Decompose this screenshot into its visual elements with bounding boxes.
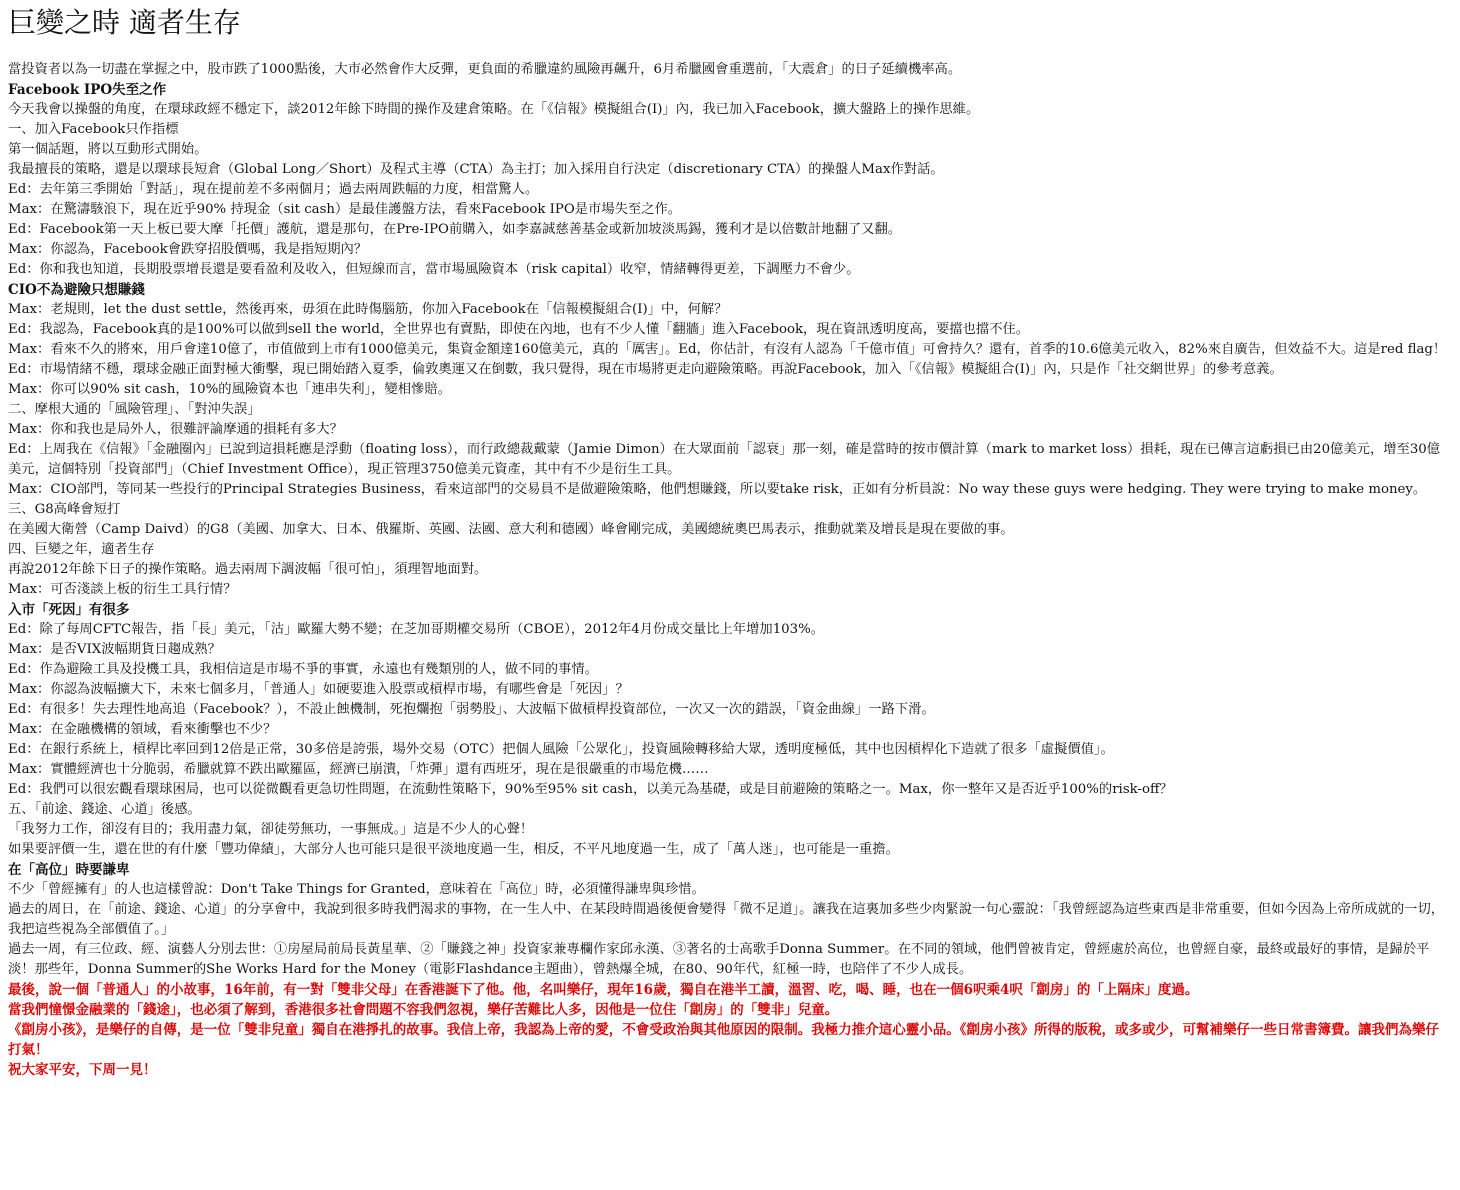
paragraph: Max：你認為波幅擴大下，未來七個多月，「普通人」如硬要進入股票或槓桿市場，有哪些會是「死因」？ bbox=[8, 682, 629, 697]
paragraph: 一、加入Facebook只作指標 bbox=[8, 122, 179, 137]
paragraph: 五、「前途、錢途、心道」後感。 bbox=[8, 802, 201, 817]
article-title: 巨變之時 適者生存 bbox=[8, 6, 241, 39]
paragraph: 過去一周，有三位政、經、演藝人分別去世：①房屋局前局長黃星華、②「賺錢之神」投資家兼專欄作家邱永漢、③著名的士高歌手Donna Summer。在不同的領域，他們曾被肯定，曾經處於高位，也曾經自豪，最終或最好的事情，是歸於平淡！那些年，Donna Summer的She Works Hard for the Money（電影Flashdance主題曲），曾熱爆全城，在80、90年代，紅極一時，也陪伴了不少人成長。 bbox=[8, 942, 1430, 977]
paragraph: 不少「曾經擁有」的人也這樣曾說：Don't Take Things for Granted，意味着在「高位」時，必須懂得謙卑與珍惜。 bbox=[8, 882, 705, 897]
paragraph: 四、巨變之年，適者生存 bbox=[8, 542, 155, 557]
paragraph: Max：CIO部門，等同某一些投行的Principal Strategies Business，看來這部門的交易員不是做避險策略，他們想賺錢，所以要take risk，正如有分析員說：No way these guys were hedging. They were trying to make money。 bbox=[8, 482, 1427, 497]
paragraph: Max：你和我也是局外人，很難評論摩通的損耗有多大？ bbox=[8, 422, 343, 437]
paragraph: 我最擅長的策略，還是以環球長短倉（Global Long／Short）及程式主導（CTA）為主打；加入採用自行決定（discretionary CTA）的操盤人Max作對話。 bbox=[8, 162, 944, 177]
paragraph: Max：在金融機構的領域，看來衝擊也不少？ bbox=[8, 722, 277, 737]
paragraph: Max：老規則，let the dust settle，然後再來，毋須在此時傷腦筋，你加入Facebook在「信報模擬組合(I)」中，何解？ bbox=[8, 302, 728, 317]
paragraph: Ed：我們可以很宏觀看環球困局，也可以從微觀看更急切性問題，在流動性策略下，90%至95% sit cash，以美元為基礎，或是目前避險的策略之一。Max，你一整年又是否近乎100%的risk-off？ bbox=[8, 782, 1173, 797]
paragraph: 再說2012年餘下日子的操作策略。過去兩周下調波幅「很可怕」，須理智地面對。 bbox=[8, 562, 488, 577]
highlighted-paragraph: 祝大家平安，下周一見！ bbox=[8, 1062, 157, 1078]
paragraph: Ed：你和我也知道，長期股票增長還是要看盈利及收入，但短線而言，當市場風險資本（risk capital）收窄，情緒轉得更差，下調壓力不會少。 bbox=[8, 262, 860, 277]
paragraph: Max：可否淺談上板的衍生工具行情？ bbox=[8, 582, 237, 597]
section-heading: 在「高位」時要謙卑 bbox=[8, 862, 130, 878]
paragraph: Max：你可以90% sit cash，10%的風險資本也「連串失利」，變相慘賠。 bbox=[8, 382, 451, 397]
paragraph: Ed：Facebook第一天上板已要大摩「托價」護航，還是那句，在Pre-IPO前購入，如李嘉誠慈善基金或新加坡淡馬錫，獲利才是以倍數計地翻了又翻。 bbox=[8, 222, 902, 237]
paragraph: Max：實體經濟也十分脆弱，希臘就算不跌出歐羅區，經濟已崩潰，「炸彈」還有西班牙，現在是很嚴重的市場危機…… bbox=[8, 762, 709, 777]
paragraph: Max：在驚濤駭浪下，現在近乎90% 持現金（sit cash）是最佳護盤方法，看來Facebook IPO是市場失至之作。 bbox=[8, 202, 682, 217]
paragraph: Max：你認為，Facebook會跌穿招股價嗎，我是指短期內？ bbox=[8, 242, 368, 257]
paragraph: 「我努力工作，卻沒有目的；我用盡力氣，卻徒勞無功，一事無成。」這是不少人的心聲！ bbox=[8, 822, 534, 837]
paragraph: 當投資者以為一切盡在掌握之中，股市跌了1000點後，大市必然會作大反彈，更負面的希臘違約風險再飆升，6月希臘國會重選前，「大震倉」的日子延續機率高。 bbox=[8, 62, 962, 77]
paragraph: Ed：在銀行系統上，槓桿比率回到12倍是正常，30多倍是誇張，場外交易（OTC）把個人風險「公眾化」，投資風險轉移給大眾，透明度極低，其中也因槓桿化下造就了很多「虛擬價值」。 bbox=[8, 742, 1114, 757]
section-heading: CIO不為避險只想賺錢 bbox=[8, 282, 145, 298]
article bbox=[0, 6, 1460, 1080]
highlighted-paragraph: 當我們憧憬金融業的「錢途」，也必須了解到，香港很多社會問題不容我們忽視，樂仔苦難比人多，因他是一位住「劏房」的「雙非」兒童。 bbox=[8, 1002, 839, 1018]
paragraph: Ed：我認為，Facebook真的是100%可以做到sell the world，全世界也有賣點，即使在內地，也有不少人懂「翻牆」進入Facebook，現在資訊透明度高，要擋也擋不住。 bbox=[8, 322, 1030, 337]
paragraph: Max：是否VIX波幅期貨日趨成熟？ bbox=[8, 642, 221, 657]
section-heading: 入市「死因」有很多 bbox=[8, 602, 130, 618]
paragraph: 二、摩根大通的「風險管理」、「對沖失誤」 bbox=[8, 402, 261, 417]
highlighted-paragraph: 最後，說一個「普通人」的小故事，16年前，有一對「雙非父母」在香港誕下了他。他，名叫樂仔，現年16歲，獨自在港半工讀，溫習、吃，喝、睡，也在一個6呎乘4呎「劏房」的「上隔床」度過。 bbox=[8, 982, 1199, 998]
article-body bbox=[8, 60, 1450, 1080]
section-heading: Facebook IPO失至之作 bbox=[8, 82, 167, 98]
paragraph: 在美國大衛營（Camp Daivd）的G8（美國、加拿大、日本、俄羅斯、英國、法國、意大利和德國）峰會剛完成，美國總統奧巴馬表示，推動就業及增長是現在要做的事。 bbox=[8, 522, 1014, 537]
paragraph: Ed：去年第三季開始「對話」，現在提前差不多兩個月；過去兩周跌幅的力度，相當驚人。 bbox=[8, 182, 539, 197]
paragraph: 過去的周日，在「前途、錢途、心道」的分享會中，我說到很多時我們渴求的事物，在一生人中、在某段時間過後便會變得「微不足道」。讓我在這裏加多些少肉緊說一句心靈說：「我曾經認為這些東西是非常重要，但如今因為上帝所成就的一切，我把這些視為全部價值了。」 bbox=[8, 902, 1445, 937]
highlighted-paragraph: 《劏房小孩》，是樂仔的自傳，是一位「雙非兒童」獨自在港掙扎的故事。我信上帝，我認為上帝的愛，不會受政治與其他原因的限制。我極力推介這心靈小品。《劏房小孩》所得的版稅，或多或少，可幫補樂仔一些日常書簿費。讓我們為樂仔打氣！ bbox=[8, 1022, 1439, 1058]
paragraph: Ed：有很多！失去理性地高追（Facebook？），不設止蝕機制，死抱爛抱「弱勢股」、大波幅下做槓桿投資部位，一次又一次的錯誤，「資金曲線」一路下滑。 bbox=[8, 702, 935, 717]
paragraph: Ed：市場情緒不穩，環球金融正面對極大衝擊，現已開始踏入夏季，倫敦奧運又在倒數，我只覺得，現在市場將更走向避險策略。再說Facebook，加入「《信報》模擬組合(I)」內，只是作「社交網世界」的參考意義。 bbox=[8, 362, 1283, 377]
paragraph: 第一個話題，將以互動形式開始。 bbox=[8, 142, 208, 157]
paragraph: Ed：上周我在《信報》「金融圈內」已說到這損耗應是浮動（floating loss），而行政總裁戴蒙（Jamie Dimon）在大眾面前「認衰」那一刻，確是當時的按市價計算（mark to market loss）損耗，現在已傳言這虧損已由20億美元，增至30億美元，這個特別「投資部門」（Chief Investment Office），現正管理3750億美元資產，其中有不少是衍生工具。 bbox=[8, 442, 1441, 477]
paragraph: 今天我會以操盤的角度，在環球政經不穩定下，談2012年餘下時間的操作及建倉策略。在「《信報》模擬組合(I)」內，我已加入Facebook，擴大盤路上的操作思維。 bbox=[8, 102, 980, 117]
paragraph: Ed：作為避險工具及投機工具，我相信這是市場不爭的事實，永遠也有幾類別的人，做不同的事情。 bbox=[8, 662, 598, 677]
paragraph: 三、G8高峰會短打 bbox=[8, 502, 121, 517]
paragraph: Max：看來不久的將來，用戶會達10億了，市值做到上市有1000億美元，集資金額達160億美元，真的「厲害」。Ed，你估計，有沒有人認為「千億市值」可會持久？還有，首季的10.6億美元收入，82%來自廣告，但效益不大。這是red flag！ bbox=[8, 342, 1447, 357]
paragraph: 如果要評價一生，還在世的有什麼「豐功偉績」，大部分人也可能只是很平淡地度過一生，相反，不平凡地度過一生，成了「萬人迷」，也可能是一重擔。 bbox=[8, 842, 899, 857]
paragraph: Ed：除了每周CFTC報告，指「長」美元，「沽」歐羅大勢不變；在芝加哥期權交易所（CBOE），2012年4月份成交量比上年增加103%。 bbox=[8, 622, 825, 637]
